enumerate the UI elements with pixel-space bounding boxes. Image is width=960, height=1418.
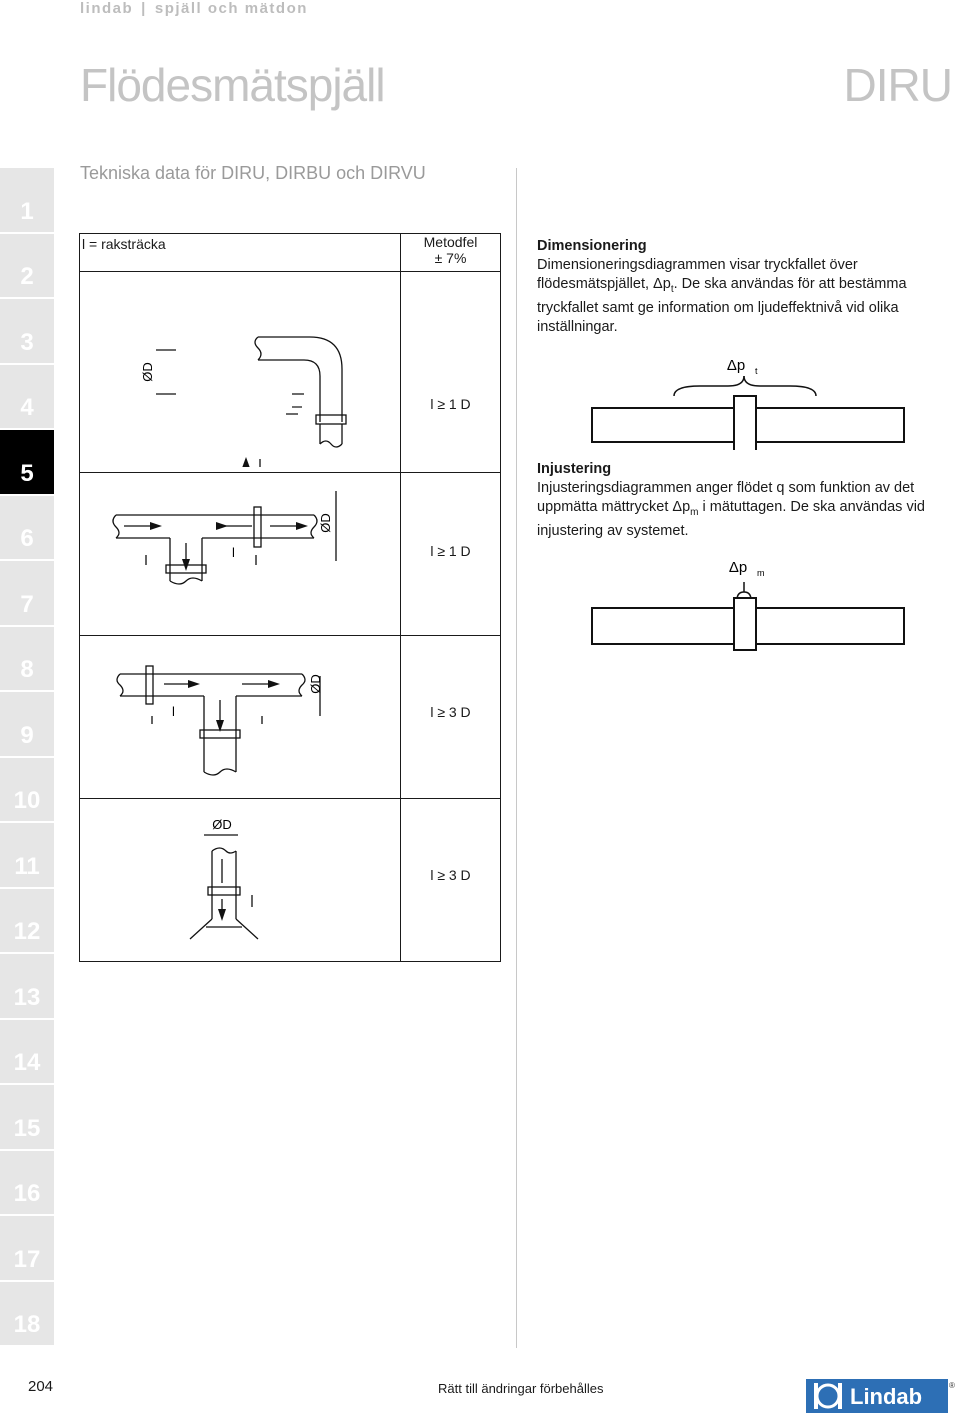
logo-text: Lindab [850, 1384, 923, 1409]
header-left-label: l = raksträcka [82, 236, 166, 252]
lindab-logo-mark [806, 1379, 956, 1413]
injustering-text [537, 479, 955, 541]
pressure-symbol: Δp [726, 357, 746, 374]
dim-label: ØD [308, 674, 323, 694]
injustering-section [537, 460, 955, 541]
tee-damper-diagram [80, 636, 396, 793]
diagram-cell-elbow [80, 272, 401, 473]
dimensionering-text [537, 256, 955, 337]
chapter-tab-13[interactable]: 13 [0, 954, 54, 1018]
product-code: DIRU [843, 59, 952, 111]
separator: | [141, 0, 147, 17]
method-error-label: Metodfel [423, 234, 478, 250]
chapter-tab-2[interactable]: 2 [0, 234, 54, 298]
footer-note: Rätt till ändringar förbehålles [438, 1381, 604, 1396]
inj-text-part2: i mätuttagen. De ska användas vid injustering av systemet. [537, 499, 925, 539]
dim-label: ØD [318, 513, 333, 533]
chapter-tab-18[interactable]: 18 [0, 1282, 54, 1346]
chapter-tab-3[interactable]: 3 [0, 299, 54, 363]
methods-table [79, 233, 501, 962]
chapter-tab-16[interactable]: 16 [0, 1151, 54, 1215]
method-error-value: ± 7% [434, 250, 467, 266]
chapter-tab-7[interactable]: 7 [0, 561, 54, 625]
brand-text: lindab [80, 0, 134, 17]
criterion-text: l ≥ 1 D [430, 396, 471, 412]
criterion-cell [401, 799, 501, 962]
section-title: Tekniska data för DIRU, DIRBU och DIRVU [80, 163, 426, 183]
chapter-tab-8[interactable]: 8 [0, 627, 54, 691]
inj-text-sub: m [690, 506, 699, 518]
length-label: l [232, 545, 235, 560]
dim-text-part2: . De ska användas för att bestämma tryckfallet samt ge information om ljudeffektnivå vid olika inställningar. [537, 276, 907, 335]
chapter-tab-11[interactable]: 11 [0, 823, 54, 887]
dimensionering-section [537, 237, 955, 337]
diagram-cell-tee-branch [80, 473, 401, 636]
table-header-left [80, 234, 401, 272]
tee-branch-diagram [80, 473, 396, 630]
diagram-cell-diffuser [80, 799, 401, 962]
criterion-cell [401, 272, 501, 473]
dim-text-part1: Dimensioneringsdiagrammen visar tryckfallet över flödesmätspjället, Δp [537, 257, 858, 292]
page-number: 204 [28, 1378, 54, 1395]
length-label: l [172, 704, 175, 719]
dim-label: ØD [212, 817, 232, 832]
criterion-text: l ≥ 1 D [430, 543, 471, 559]
page-title: Flödesmätspjäll [80, 59, 385, 111]
chapter-tab-5[interactable]: 5 [0, 430, 54, 494]
pressure-symbol-sub: t [755, 366, 758, 376]
chapter-tab-1[interactable]: 1 [0, 168, 54, 232]
criterion-cell [401, 473, 501, 636]
measured-pressure-diagram [590, 556, 906, 652]
chapter-tabs [0, 168, 54, 1347]
diffuser-diagram [80, 799, 396, 956]
table-header-right [401, 234, 501, 272]
dimensionering-heading: Dimensionering [537, 238, 647, 254]
category-text: spjäll och mätdon [154, 0, 308, 17]
pressure-symbol: Δp [728, 559, 748, 576]
chapter-tab-6[interactable]: 6 [0, 496, 54, 560]
inj-text-part1: Injusteringsdiagrammen anger flödet q som funktion av det uppmätta mättrycket Δp [537, 480, 915, 515]
dim-label: ØD [140, 362, 155, 382]
pressure-drop-diagram [590, 350, 906, 450]
criterion-text: l ≥ 3 D [430, 867, 471, 883]
column-divider [516, 168, 517, 1348]
chapter-tab-9[interactable]: 9 [0, 692, 54, 756]
criterion-cell [401, 636, 501, 799]
chapter-tab-14[interactable]: 14 [0, 1020, 54, 1084]
dim-text-sub: t [670, 283, 674, 295]
top-breadcrumb [80, 0, 308, 17]
diagram-cell-tee-damper [80, 636, 401, 799]
chapter-tab-15[interactable]: 15 [0, 1085, 54, 1149]
chapter-tab-12[interactable]: 12 [0, 889, 54, 953]
injustering-heading: Injustering [537, 461, 612, 477]
chapter-tab-17[interactable]: 17 [0, 1216, 54, 1280]
chapter-tab-10[interactable]: 10 [0, 758, 54, 822]
elbow-diagram [80, 272, 396, 467]
lindab-logo [806, 1379, 956, 1418]
chapter-tab-4[interactable]: 4 [0, 365, 54, 429]
criterion-text: l ≥ 3 D [430, 704, 471, 720]
pressure-symbol-sub: m [757, 568, 765, 578]
registered-mark: ® [949, 1381, 955, 1390]
